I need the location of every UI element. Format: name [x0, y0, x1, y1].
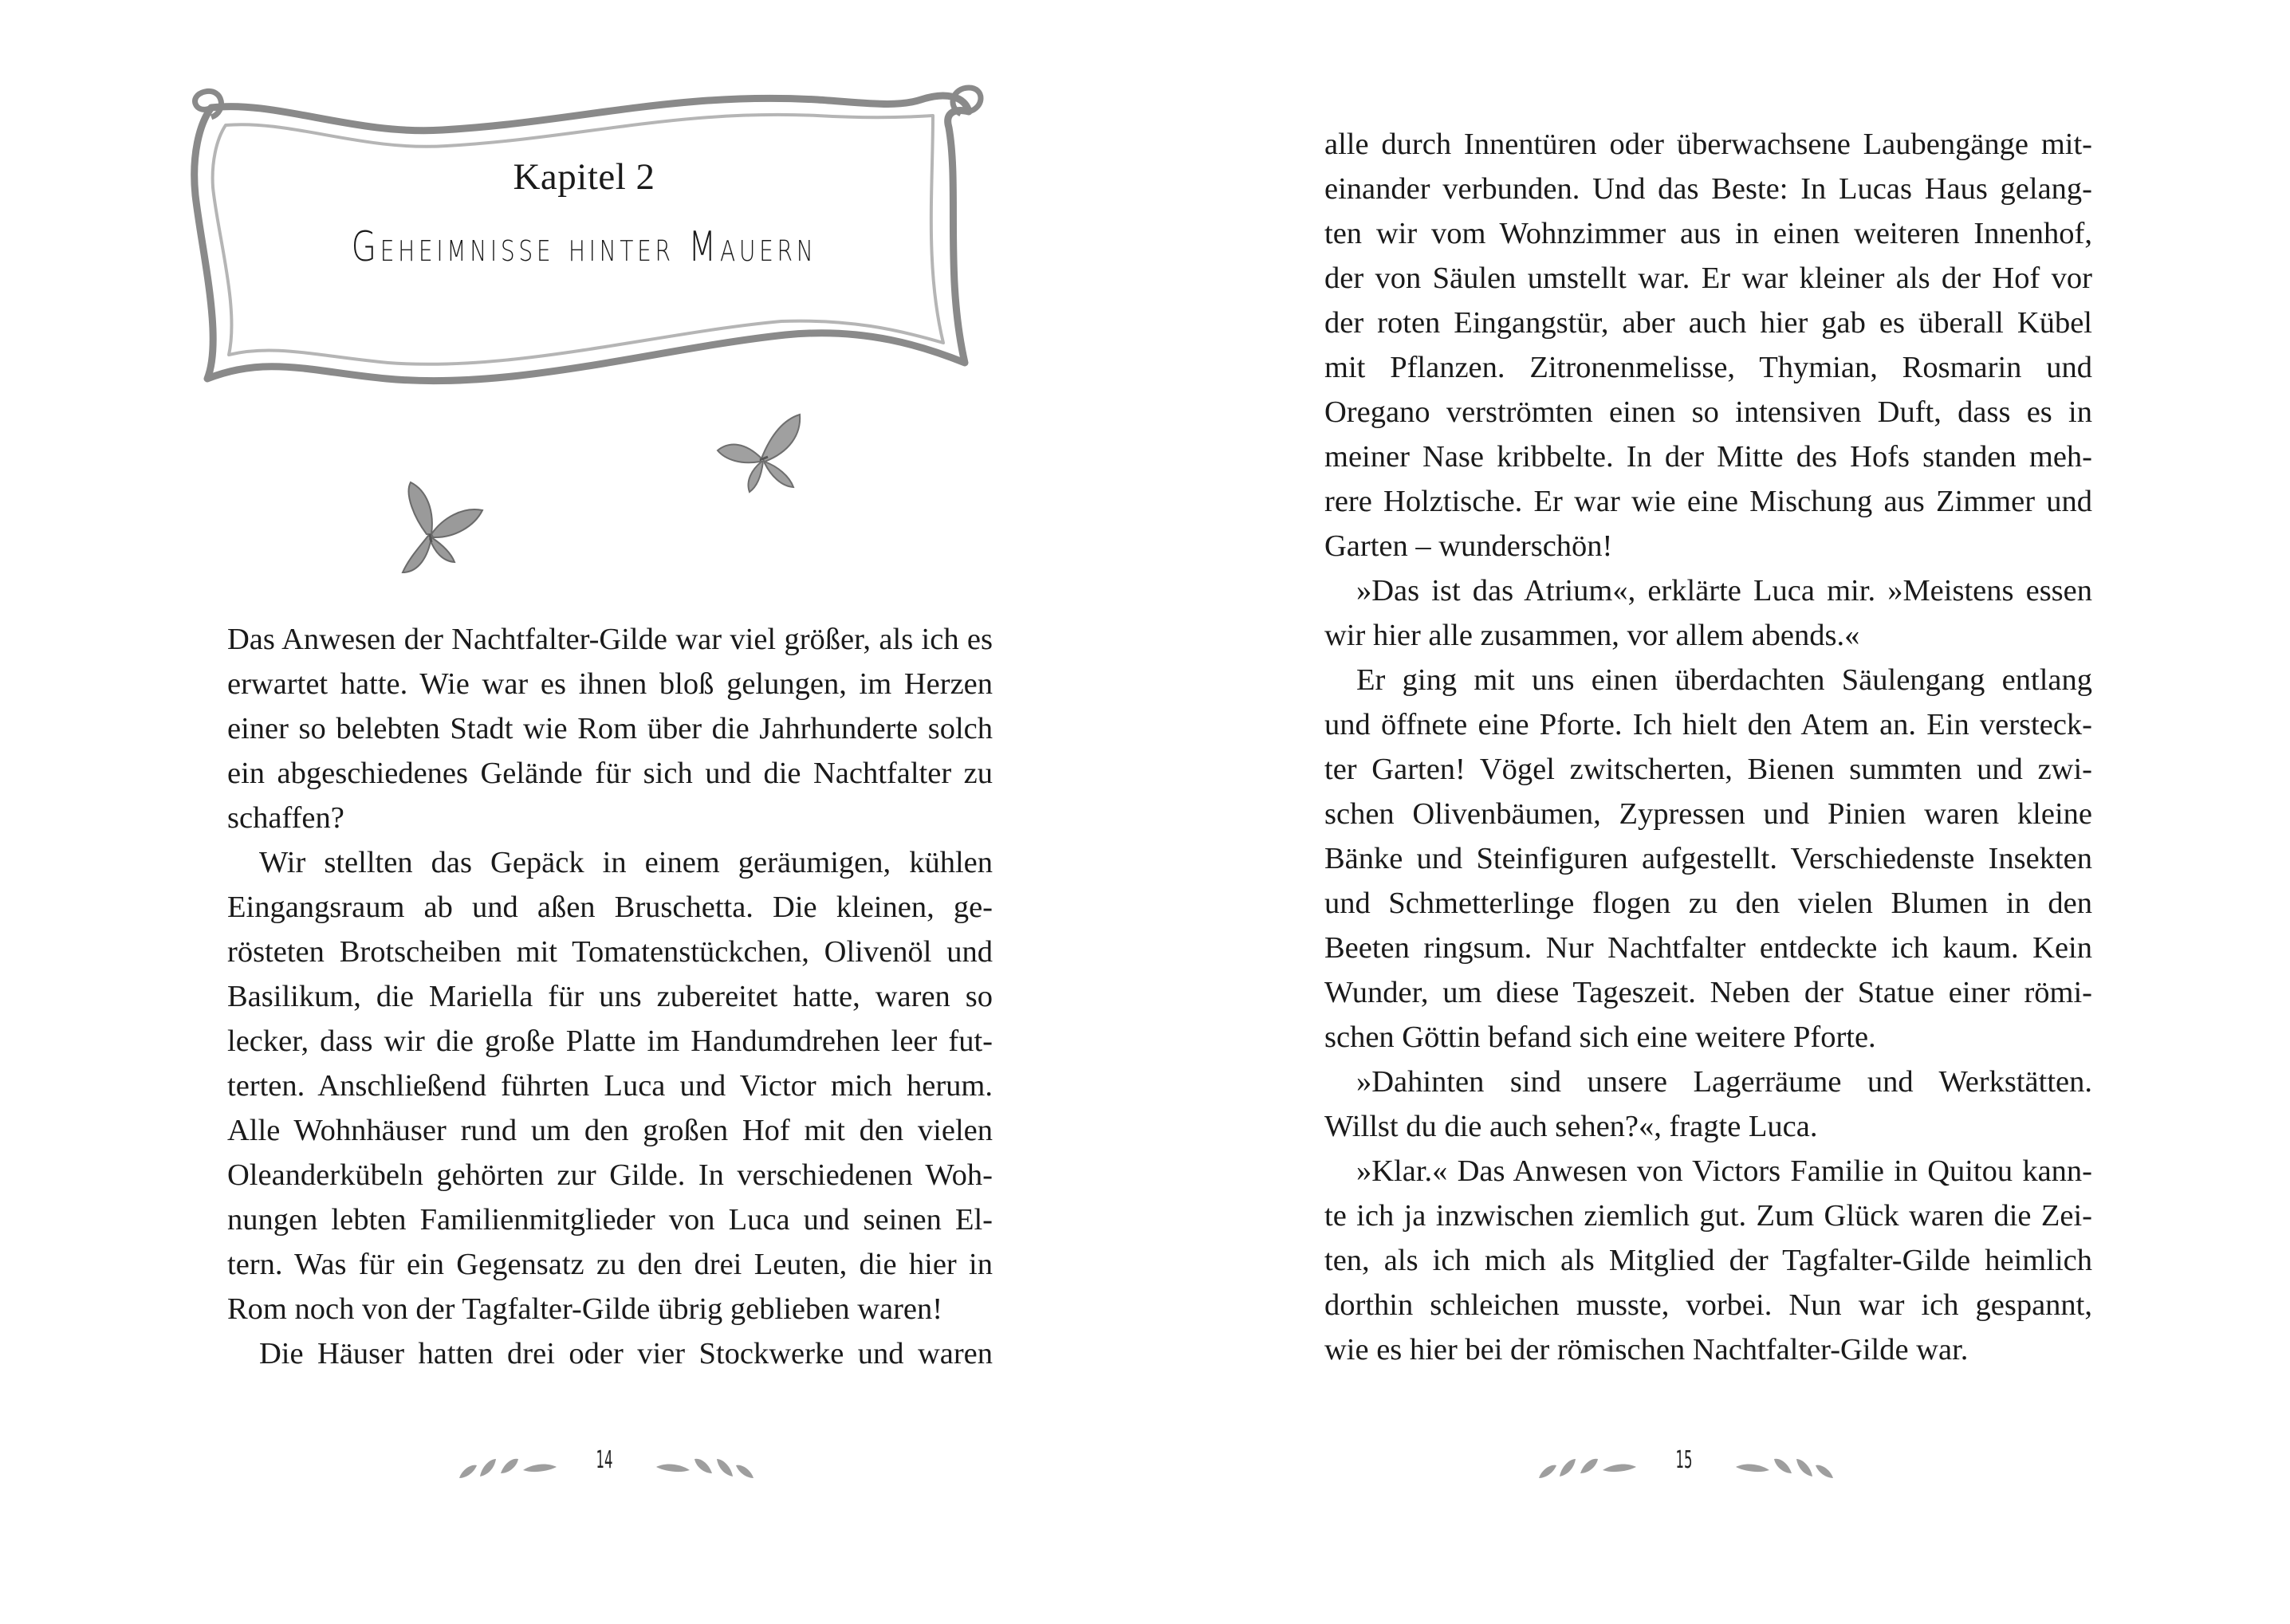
right-page [1145, 0, 2290, 1624]
text-line: Willst du die auch sehen?«, fragte Luca. [1324, 1110, 1818, 1143]
text-line: ten wir vom Wohnzimmer aus in einen weiteren Innenhof, [1324, 217, 2092, 250]
text-line: »Klar.« Das Anwesen von Victors Familie in Quitou kann- [1356, 1154, 2092, 1188]
text-line: und Schmetterlinge flogen zu den vielen Blumen in den [1324, 887, 2092, 920]
text-line: erwartet hatte. Wie war es ihnen bloß gelungen, im Herzen [227, 667, 993, 701]
text-line: »Das ist das Atrium«, erklärte Luca mir. »Meistens essen [1356, 574, 2092, 608]
text-line: dorthin schleichen musste, vorbei. Nun war ich gespannt, [1324, 1288, 2092, 1322]
text-line: tern. Was für ein Gegensatz zu den drei Leuten, die hier in [227, 1248, 993, 1281]
chapter-title: Geheimnisse hinter Mauern [351, 223, 817, 271]
text-line: einer so belebten Stadt wie Rom über die Jahrhunderte solch [227, 712, 993, 745]
chapter-banner [179, 76, 989, 407]
text-line: rösteten Brotscheiben mit Tomatenstückchen, Olivenöl und [227, 935, 993, 969]
page-footer-left [405, 1445, 804, 1492]
text-line: »Dahinten sind unsere Lagerräume und Werkstätten. [1356, 1065, 2092, 1099]
text-line: nungen lebten Familienmitglieder von Luca und seinen El- [227, 1203, 993, 1237]
text-line: Er ging mit uns einen überdachten Säulengang entlang [1356, 663, 2092, 697]
text-line: Beeten ringsum. Nur Nachtfalter entdeckte ich kaum. Kein [1324, 931, 2092, 965]
text-line: Oleanderkübeln gehörten zur Gilde. In verschiedenen Woh- [227, 1158, 993, 1192]
body-text-right [1324, 122, 2092, 1372]
text-line: meiner Nase kribbelte. In der Mitte des Hofs standen meh- [1324, 440, 2092, 474]
page-footer-right [1485, 1445, 1883, 1492]
text-line: schen Olivenbäumen, Zypressen und Pinien waren kleine [1324, 797, 2092, 831]
text-line: ter Garten! Vögel zwitscherten, Bienen summten und zwi- [1324, 753, 2092, 786]
text-line: lecker, dass wir die große Platte im Handumdrehen leer fut- [227, 1024, 993, 1058]
text-line: mit Pflanzen. Zitronenmelisse, Thymian, Rosmarin und [1324, 351, 2092, 384]
text-line: Alle Wohnhäuser rund um den großen Hof mit den vielen [227, 1114, 993, 1147]
text-line: wie es hier bei der römischen Nachtfalter-Gilde war. [1324, 1333, 1969, 1366]
text-line: Oregano verströmten einen so intensiven Duft, dass es in [1324, 395, 2092, 429]
leaf-ornament-icon [1728, 1453, 1839, 1484]
text-line: Das Anwesen der Nachtfalter-Gilde war viel größer, als ich es [227, 623, 993, 656]
text-line: schen Göttin befand sich eine weitere Pforte. [1324, 1020, 1876, 1054]
text-line: einander verbunden. Und das Beste: In Lucas Haus gelang- [1324, 172, 2092, 206]
text-line: wir hier alle zusammen, vor allem abends.« [1324, 619, 1860, 652]
text-line: Eingangsraum ab und aßen Bruschetta. Die kleinen, ge- [227, 891, 993, 924]
body-text-left [227, 617, 993, 1376]
text-line: alle durch Innentüren oder überwachsene Laubengänge mit- [1324, 128, 2092, 161]
text-line: schaffen? [227, 801, 344, 835]
text-line: ten, als ich mich als Mitglied der Tagfalter-Gilde heimlich [1324, 1244, 2092, 1277]
text-line: Wunder, um diese Tageszeit. Neben der Statue einer römi- [1324, 976, 2092, 1009]
leaf-ornament-icon [648, 1453, 760, 1484]
text-line: der roten Eingangstür, aber auch hier gab es überall Kübel [1324, 306, 2092, 340]
text-line: Die Häuser hatten drei oder vier Stockwerke und waren [259, 1337, 993, 1370]
butterfly-icon [714, 411, 809, 498]
text-line: Basilikum, die Mariella für uns zubereitet hatte, waren so [227, 980, 993, 1013]
text-line: rere Holztische. Er war wie eine Mischung aus Zimmer und [1324, 485, 2092, 518]
text-line: Wir stellten das Gepäck in einem geräumigen, kühlen [259, 846, 993, 879]
text-line: Rom noch von der Tagfalter-Gilde übrig geblieben waren! [227, 1292, 943, 1326]
page-number: 15 [1675, 1446, 1693, 1474]
chapter-label: Kapitel 2 [513, 156, 655, 198]
text-line: der von Säulen umstellt war. Er war kleiner als der Hof vor [1324, 261, 2092, 295]
text-line: te ich ja inzwischen ziemlich gut. Zum Glück waren die Zei- [1324, 1199, 2092, 1233]
text-line: und öffnete eine Pforte. Ich hielt den Atem an. Ein versteck- [1324, 708, 2092, 741]
text-line: Garten – wunderschön! [1324, 529, 1613, 563]
text-line: terten. Anschließend führten Luca und Victor mich herum. [227, 1069, 993, 1103]
text-line: ein abgeschiedenes Gelände für sich und die Nachtfalter zu [227, 757, 993, 790]
page-number: 14 [596, 1446, 613, 1474]
text-line: Bänke und Steinfiguren aufgestellt. Verschiedenste Insekten [1324, 842, 2092, 875]
butterfly-icon [395, 478, 486, 578]
